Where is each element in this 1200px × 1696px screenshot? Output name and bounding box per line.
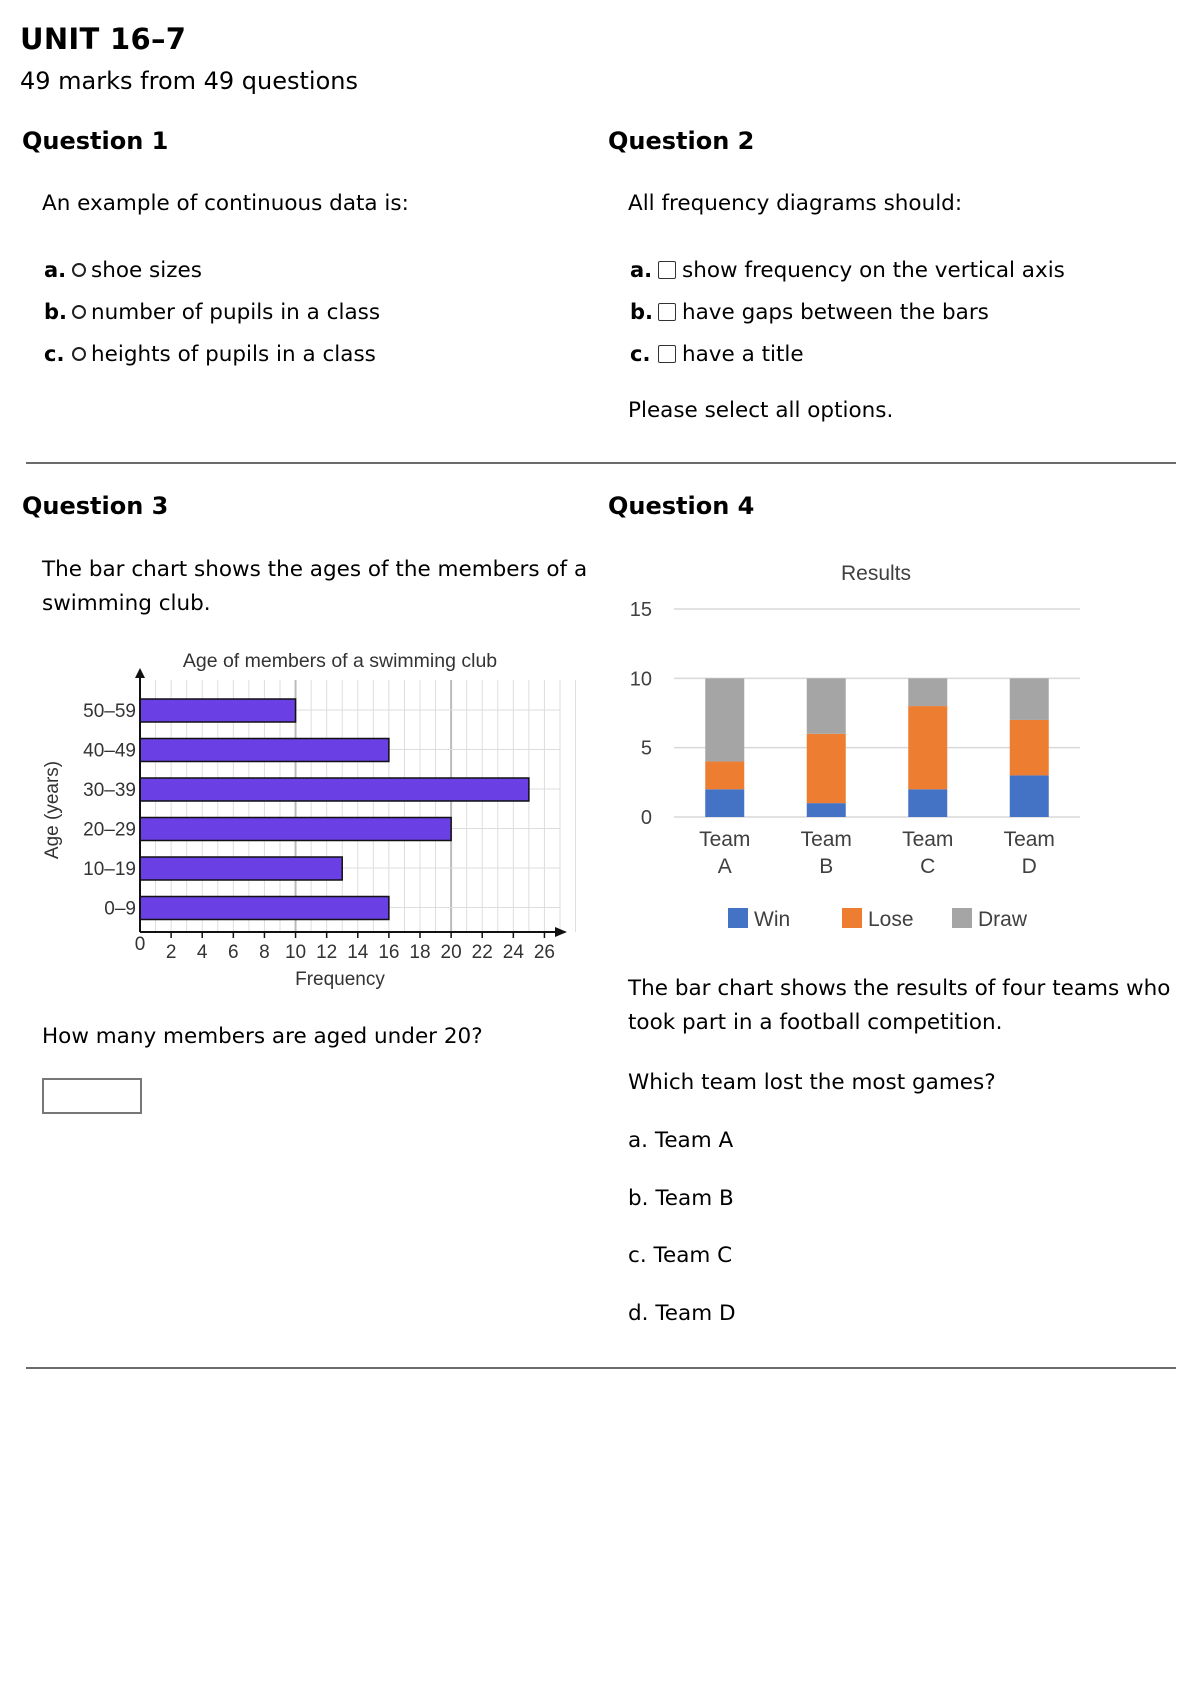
age-chart-x-tick-label: 10 <box>284 942 307 963</box>
question-2-prompt: All frequency diagrams should: <box>628 191 963 216</box>
age-chart-x-axis-arrow <box>555 927 567 937</box>
question-1-heading: Question 1 <box>22 127 169 155</box>
question-3-answer-input[interactable] <box>42 1078 142 1114</box>
q1-option-c[interactable] <box>44 333 380 375</box>
age-chart-y-axis-arrow <box>135 668 145 678</box>
results-chart-y-tick-label: 0 <box>640 807 652 829</box>
question-4-question: Which team lost the most games? <box>628 1070 996 1095</box>
results-chart-segment-lose <box>908 706 947 789</box>
q1-option-b-text: number of pupils in a class <box>91 299 381 325</box>
q4-option-c[interactable]: c. Team C <box>628 1243 733 1268</box>
results-chart-category-label-line1: Team <box>699 828 751 851</box>
q1-option-a-text: shoe sizes <box>91 257 202 283</box>
results-chart-segment-draw <box>705 678 744 761</box>
results-chart-segment-lose <box>705 762 744 790</box>
question-4-prompt <box>628 972 1170 1040</box>
question-4-prompt-line-2: took part in a football competition. <box>628 1010 1003 1035</box>
results-chart-legend-swatch-draw <box>952 908 972 928</box>
question-3-prompt-line-1: The bar chart shows the ages of the members of a <box>42 557 588 582</box>
q1-option-b[interactable] <box>44 291 380 333</box>
page-title: UNIT 16–7 <box>20 22 187 56</box>
q2-option-c-text: have a title <box>682 341 804 367</box>
q1-option-c-letter: c. <box>44 342 65 366</box>
age-chart-x-tick-label: 14 <box>347 942 369 963</box>
age-chart-title: Age of members of a swimming club <box>182 650 498 672</box>
results-chart-category-label-line1: Team <box>902 828 954 851</box>
results-chart-y-tick-label: 5 <box>640 737 652 760</box>
q2-option-a[interactable] <box>630 249 1065 291</box>
age-chart-x-tick-label: 24 <box>502 942 524 963</box>
age-chart-category-label: 50–59 <box>83 701 136 722</box>
question-3-question: How many members are aged under 20? <box>42 1024 483 1049</box>
results-chart-segment-lose <box>1010 720 1049 775</box>
age-chart-bar <box>140 778 529 801</box>
question-3-prompt <box>42 553 587 621</box>
q1-option-a[interactable] <box>44 249 380 291</box>
age-chart-bar <box>140 818 451 841</box>
q1-option-c-radio[interactable] <box>72 347 86 361</box>
question-1-options <box>44 249 380 375</box>
results-chart-legend-label-lose: Lose <box>868 908 914 931</box>
q1-option-b-letter: b. <box>44 300 68 324</box>
q1-option-c-text: heights of pupils in a class <box>91 341 376 367</box>
section-divider-bottom <box>26 1367 1176 1369</box>
results-chart-segment-win <box>807 803 846 817</box>
results-chart-category-label-line2: B <box>819 855 834 878</box>
age-chart-category-label: 20–29 <box>83 819 136 841</box>
q2-option-a-letter: a. <box>630 258 653 282</box>
age-chart-x-tick-label: 20 <box>440 942 462 963</box>
age-chart-x-tick-label: 18 <box>409 942 431 963</box>
results-chart-y-tick-label: 10 <box>629 668 652 691</box>
q2-option-c-letter: c. <box>630 342 651 366</box>
results-chart-category-label-line1: Team <box>1003 828 1055 851</box>
results-chart-legend-label-win: Win <box>754 908 791 931</box>
age-chart-x-tick-label: 22 <box>471 942 493 963</box>
question-4-heading: Question 4 <box>608 492 755 520</box>
age-chart-y-label: Age (years) <box>42 760 63 860</box>
question-3-prompt-line-2: swimming club. <box>42 591 211 616</box>
q2-option-a-checkbox[interactable] <box>658 261 676 279</box>
question-3-heading: Question 3 <box>22 492 169 520</box>
age-chart-category-label: 40–49 <box>83 740 136 762</box>
age-chart-bar <box>140 897 389 920</box>
age-chart-x-tick-label: 4 <box>196 942 208 963</box>
age-chart-bar <box>140 739 389 762</box>
results-chart-segment-draw <box>1010 678 1049 720</box>
section-divider <box>26 462 1176 464</box>
q4-option-d[interactable]: d. Team D <box>628 1301 736 1326</box>
age-chart-x-tick-label: 12 <box>316 942 338 963</box>
results-chart-y-tick-label: 15 <box>629 599 652 621</box>
age-chart-category-label: 30–39 <box>83 780 136 801</box>
results-chart-category-label-line2: A <box>717 855 732 878</box>
age-chart-bar <box>140 699 296 722</box>
results-stacked-chart <box>620 545 1100 945</box>
results-chart-category-label-line2: C <box>920 855 936 878</box>
results-chart-category-label-line1: Team <box>800 828 852 851</box>
age-chart-x-tick-label: 26 <box>533 942 556 963</box>
marks-summary: 49 marks from 49 questions <box>20 67 358 95</box>
results-chart-segment-draw <box>807 678 846 733</box>
results-chart-segment-draw <box>908 678 947 706</box>
age-chart-category-label: 10–19 <box>83 859 136 880</box>
age-chart-bar <box>140 857 342 880</box>
results-chart-legend-label-draw: Draw <box>978 908 1028 931</box>
age-chart-x-tick-label: 8 <box>259 942 270 963</box>
age-chart-category-label: 0–9 <box>104 898 136 920</box>
age-chart-x-tick-label: 6 <box>228 942 239 963</box>
results-chart-segment-win <box>1010 775 1049 817</box>
q2-option-b[interactable] <box>630 291 1065 333</box>
q4-option-a[interactable]: a. Team A <box>628 1128 734 1153</box>
question-1-prompt: An example of continuous data is: <box>42 191 409 216</box>
question-2-heading: Question 2 <box>608 127 755 155</box>
q2-option-c-checkbox[interactable] <box>658 345 676 363</box>
question-2-note: Please select all options. <box>628 398 894 423</box>
results-chart-title: Results <box>840 562 912 585</box>
results-chart-legend-swatch-win <box>728 908 748 928</box>
q2-option-b-text: have gaps between the bars <box>682 299 989 325</box>
results-chart-category-label-line2: D <box>1021 855 1037 878</box>
q2-option-b-letter: b. <box>630 300 654 324</box>
question-2-options <box>630 249 1065 375</box>
age-bar-chart <box>30 640 580 1000</box>
age-chart-x-tick-label: 16 <box>378 942 400 963</box>
q1-option-a-letter: a. <box>44 258 67 282</box>
age-chart-x-tick-label: 0 <box>134 934 146 955</box>
results-chart-legend-swatch-lose <box>842 908 862 928</box>
q2-option-a-text: show frequency on the vertical axis <box>682 257 1065 283</box>
question-4-prompt-line-1: The bar chart shows the results of four teams who <box>628 976 1171 1001</box>
results-chart-segment-win <box>908 789 947 817</box>
results-chart-segment-lose <box>807 734 846 803</box>
q1-option-b-radio[interactable] <box>72 305 86 319</box>
age-chart-x-label: Frequency <box>295 969 385 990</box>
results-chart-segment-win <box>705 789 744 817</box>
age-chart-x-tick-label: 2 <box>165 942 177 963</box>
q1-option-a-radio[interactable] <box>72 263 86 277</box>
q2-option-b-checkbox[interactable] <box>658 303 676 321</box>
q4-option-b[interactable]: b. Team B <box>628 1186 734 1211</box>
q2-option-c[interactable] <box>630 333 1065 375</box>
